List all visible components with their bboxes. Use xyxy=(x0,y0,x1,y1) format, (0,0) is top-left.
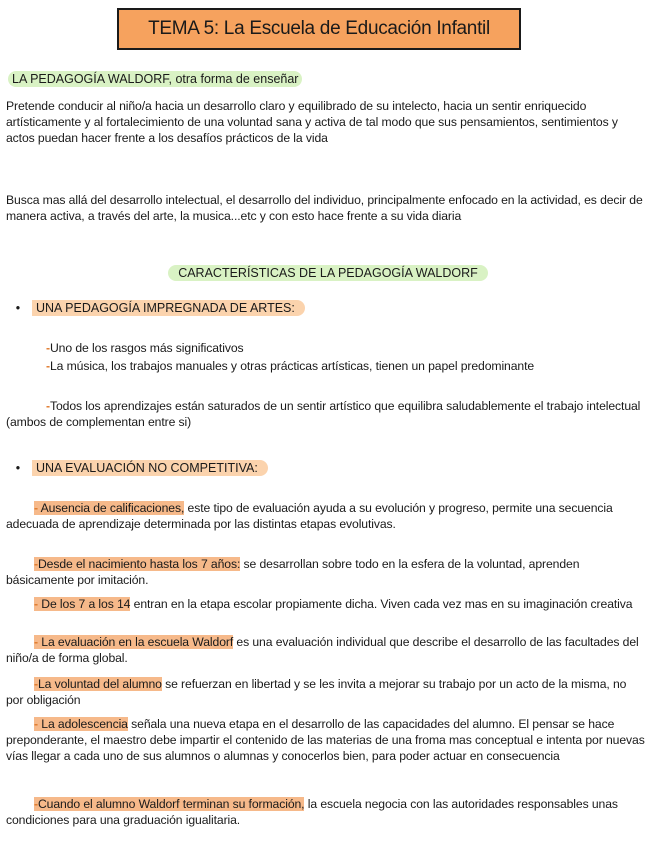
arts-item-2: -La música, los trabajos manuales y otras prácticas artísticas, tienen un papel predominante xyxy=(46,359,535,373)
dash-icon: - xyxy=(34,597,38,611)
dash-icon: - xyxy=(34,557,38,571)
evaluation-item-4: - La evaluación en la escuela Waldorf es una evaluación individual que describe el desarrollo de las facultades del niño/a de forma global. xyxy=(6,635,639,665)
section-evaluation-label: UNA EVALUACIÓN NO COMPETITIVA: xyxy=(32,460,268,476)
arts-item-1: -Uno de los rasgos más significativos xyxy=(46,341,244,355)
evaluation-item-3: - De los 7 a los 14 entran en la etapa escolar propiamente dicha. Viven cada vez mas en su imaginación creativa xyxy=(34,597,633,611)
evaluation-item-6: - La adolescencia señala una nueva etapa en el desarrollo de las capacidades del alumno. El pensar se hace preponderante, el maestro debe impartir el contenido de las materias de una froma mas conceptual e intenta por nuevas vías llegar a cada uno de sus alumnos o alumnas y conocerlos bien, para poder actuar en consecuencia xyxy=(6,717,645,763)
evaluation-item-2: -Desde el nacimiento hasta los 7 años: se desarrollan sobre todo en la esfera de la voluntad, aprenden básicamente por imitación. xyxy=(6,557,580,587)
dash-icon: - xyxy=(46,359,50,373)
dash-icon: - xyxy=(34,677,38,691)
second-paragraph: Busca mas allá del desarrollo intelectual, el desarrollo del individuo, principalmente enfocado en la actividad, es decir de manera activa, a través del arte, la musica...etc y con esto hace frente a su vida diaria xyxy=(6,193,643,223)
characteristics-heading xyxy=(0,266,656,280)
section-arts-label: UNA PEDAGOGÍA IMPREGNADA DE ARTES: xyxy=(32,300,305,316)
evaluation-item-1: - Ausencia de calificaciones, este tipo de evaluación ayuda a su evolución y progreso, permite una secuencia adecuada de aprendizaje determinada por las distintas etapas evolutivas. xyxy=(6,501,613,531)
dash-icon: - xyxy=(46,399,50,413)
page-title: TEMA 5: La Escuela de Educación Infantil xyxy=(117,8,521,50)
arts-item-3: -Todos los aprendizajes están saturados de un sentir artístico que equilibra saludablemente el trabajo intelectual (ambos de complementan entre si) xyxy=(6,399,641,429)
dash-icon: - xyxy=(34,797,38,811)
bullet-icon: • xyxy=(15,461,21,475)
dash-icon: - xyxy=(34,717,38,731)
evaluation-item-7: -Cuando el alumno Waldorf terminan su formación, la escuela negocia con las autoridades responsables unas condiciones para una graduación igualitaria. xyxy=(6,797,618,827)
dash-icon: - xyxy=(34,635,38,649)
bullet-icon: • xyxy=(15,301,21,315)
intro-paragraph: Pretende conducir al niño/a hacia un desarrollo claro y equilibrado de su intelecto, hacia un sentir enriquecido artísticamente y al fortalecimiento de una voluntad sana y activa de tal modo que sus pensamientos, sentimientos y actos puedan hacer frente a los desafíos prácticos de la vida xyxy=(6,99,618,145)
section-arts-heading xyxy=(4,300,305,316)
evaluation-item-5: -La voluntad del alumno se refuerzan en libertad y se les invita a mejorar su trabajo por un acto de la misma, no por obligación xyxy=(6,677,627,707)
waldorf-heading xyxy=(8,72,302,86)
section-evaluation-heading xyxy=(4,460,268,476)
dash-icon: - xyxy=(46,341,50,355)
characteristics-heading-text: CARACTERÍSTICAS DE LA PEDAGOGÍA WALDORF xyxy=(168,265,488,281)
dash-icon: - xyxy=(34,501,38,515)
waldorf-heading-text: LA PEDAGOGÍA WALDORF, otra forma de enseñar xyxy=(8,71,302,87)
